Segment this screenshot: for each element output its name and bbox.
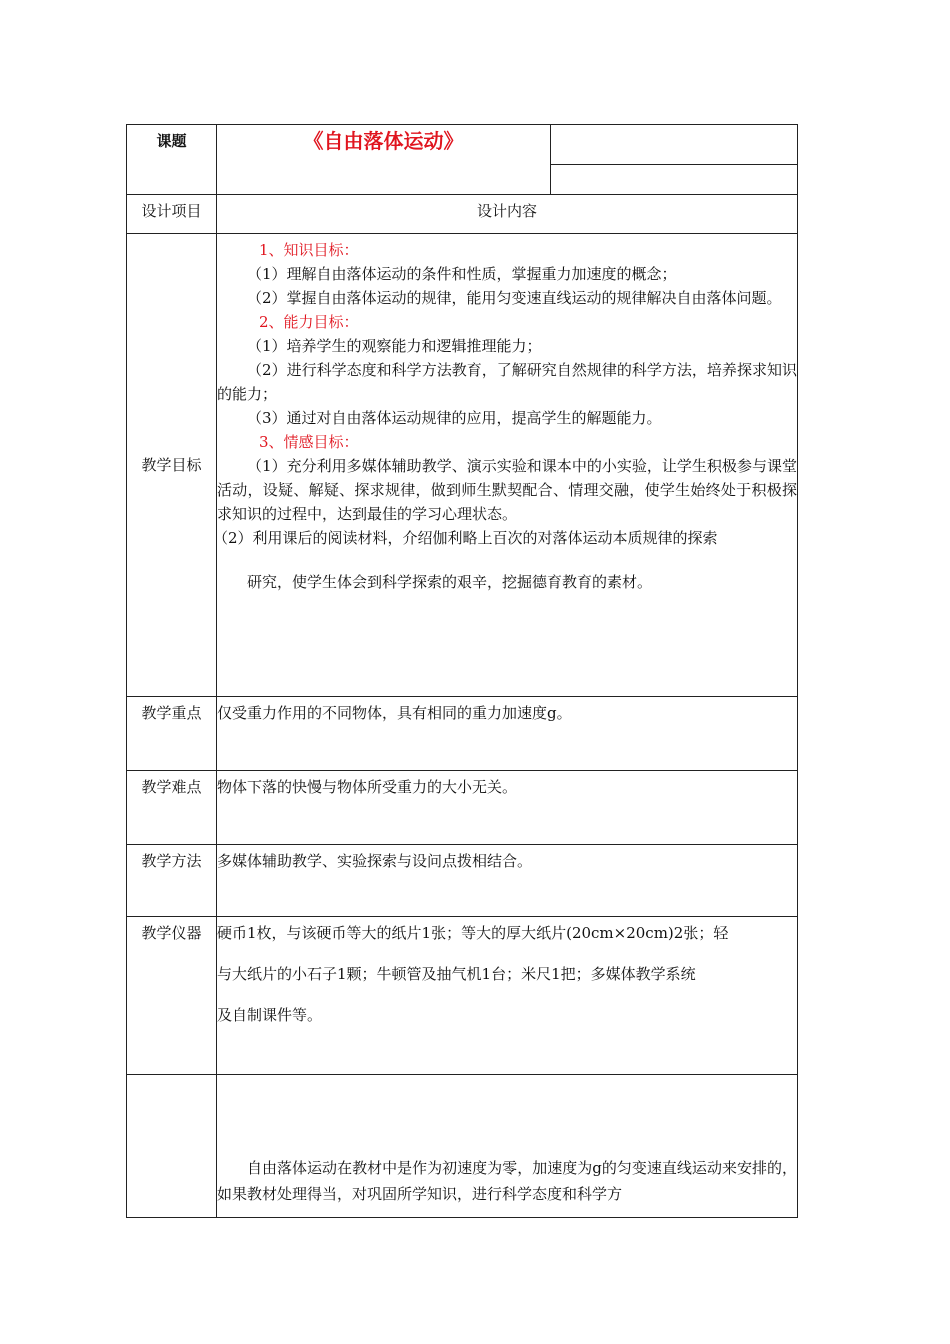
instruments-label-cell	[127, 917, 217, 1075]
instruments-line-2: 与大纸片的小石子1颗；牛顿管及抽气机1台；米尺1把；多媒体教学系统	[217, 965, 696, 983]
col-item-label: 设计项目	[141, 202, 202, 220]
instruments-line-3: 及自制课件等。	[217, 1006, 323, 1024]
lesson-plan-table	[126, 124, 798, 1218]
key-point-label: 教学重点	[141, 704, 202, 722]
analysis-label-cell	[127, 1075, 217, 1218]
difficulty-cell	[217, 771, 798, 845]
key-point-label-cell	[127, 697, 217, 771]
difficulty-label-cell	[127, 771, 217, 845]
analysis-text: 自由落体运动在教材中是作为初速度为零，加速度为g的匀变速直线运动来安排的，如果教材处理得当，对巩固所学知识，进行科学态度和科学方	[217, 1159, 797, 1203]
method-label: 教学方法	[141, 852, 202, 870]
analysis-label	[127, 1075, 216, 1079]
objectives-content	[213, 234, 798, 697]
ability-item-3: （3）通过对自由落体运动规律的应用，提高学生的解题能力。	[247, 409, 662, 427]
emotion-item-2b: 研究，使学生体会到科学探索的艰辛，挖掘德育教育的素材。	[247, 573, 653, 591]
ability-heading: 2、能力目标：	[259, 313, 359, 331]
method-text: 多媒体辅助教学、实验探索与设问点拨相结合。	[217, 852, 533, 870]
instruments-cell	[217, 917, 798, 1075]
title-right-top-cell	[551, 125, 798, 165]
analysis-cell	[217, 1075, 798, 1218]
page-title: 《自由落体运动》	[303, 129, 464, 153]
emotion-item-2a: （2）利用课后的阅读材料，介绍伽利略上百次的对落体运动本质规律的探索	[213, 529, 718, 547]
emotion-item-1: （1）充分利用多媒体辅助教学、演示实验和课本中的小实验，让学生积极参与课堂活动，设疑、解疑、探求规律，做到师生默契配合、情理交融，使学生始终处于积极探求知识的过程中，达到最佳的学习心理状态。	[217, 457, 797, 523]
objectives-label-cell	[127, 234, 217, 697]
key-point-cell	[217, 697, 798, 771]
knowledge-item-1: （1）理解自由落体运动的条件和性质，掌握重力加速度的概念；	[247, 265, 677, 283]
ability-item-1: （1）培养学生的观察能力和逻辑推理能力；	[247, 337, 542, 355]
objectives-label: 教学目标	[141, 456, 202, 474]
difficulty-text: 物体下落的快慢与物体所受重力的大小无关。	[217, 778, 518, 796]
subject-label: 课题	[156, 132, 187, 150]
method-label-cell	[127, 845, 217, 917]
ability-item-2: （2）进行科学态度和科学方法教育，了解研究自然规律的科学方法，培养探求知识的能力；	[217, 361, 797, 403]
knowledge-heading: 1、知识目标：	[259, 241, 359, 259]
subject-label-cell	[127, 125, 217, 195]
col-content-label: 设计内容	[476, 202, 537, 220]
emotion-heading: 3、情感目标：	[259, 433, 359, 451]
title-cell	[217, 125, 551, 195]
key-point-text: 仅受重力作用的不同物体，具有相同的重力加速度g。	[217, 704, 572, 722]
title-right-bottom-cell	[551, 165, 798, 195]
instruments-line-1: 硬币1枚，与该硬币等大的纸片1张；等大的厚大纸片(20cm×20cm)2张；轻	[217, 924, 729, 942]
instruments-label: 教学仪器	[141, 924, 202, 942]
col-item-cell	[127, 195, 217, 234]
col-content-cell	[217, 195, 798, 234]
difficulty-label: 教学难点	[141, 778, 202, 796]
method-cell	[217, 845, 798, 917]
knowledge-item-2: （2）掌握自由落体运动的规律，能用匀变速直线运动的规律解决自由落体问题。	[247, 289, 782, 307]
